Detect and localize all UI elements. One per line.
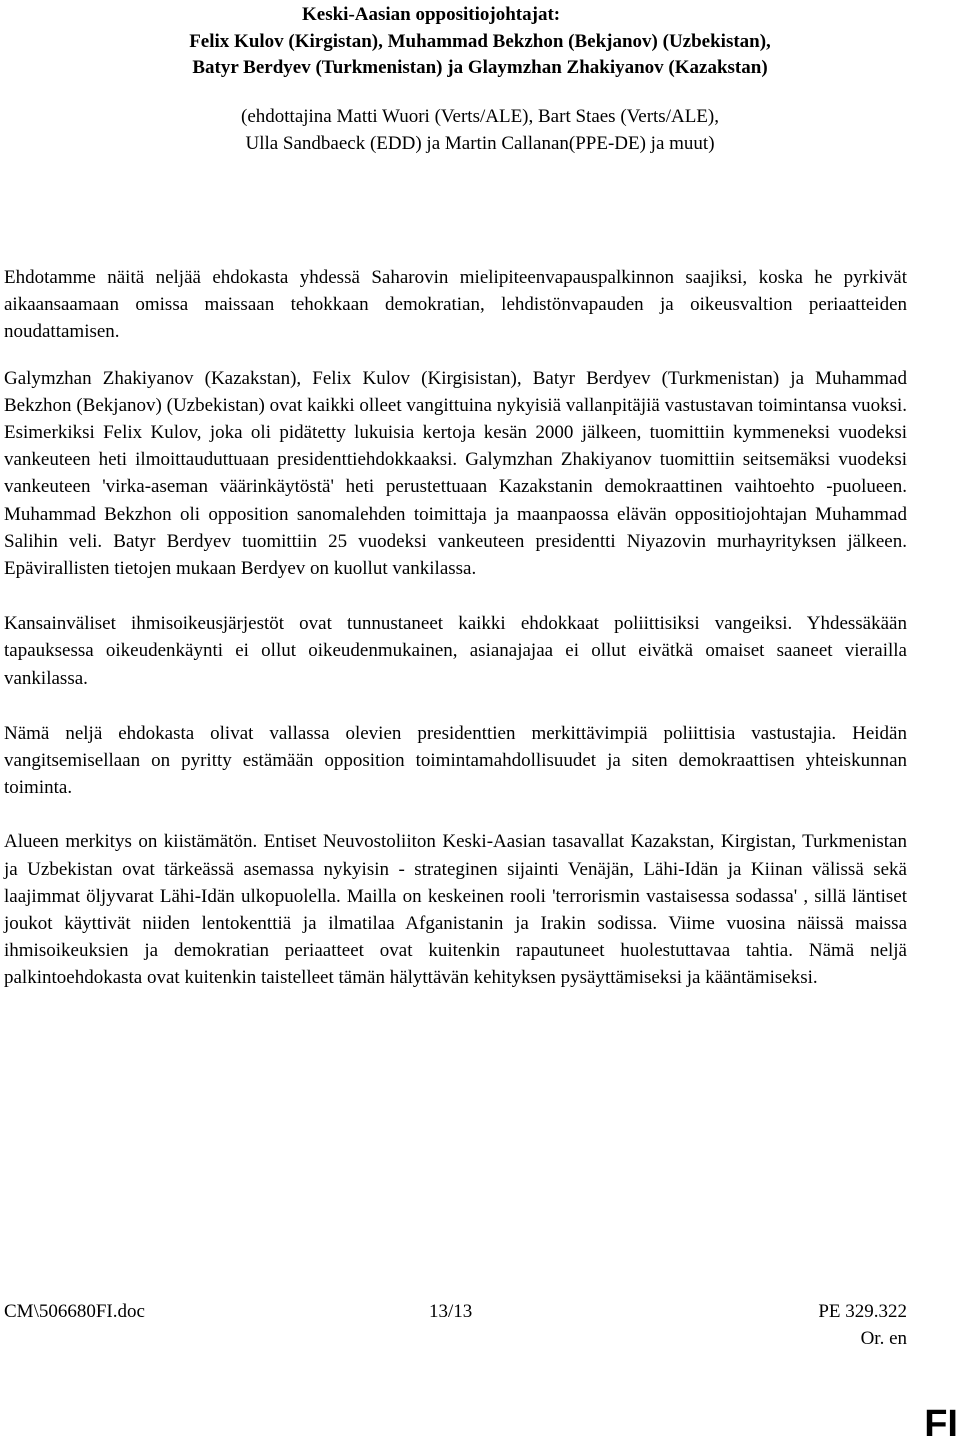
page-number: 13/13 bbox=[429, 1301, 473, 1322]
language-mark: FI bbox=[924, 1403, 958, 1445]
paragraph: Nämä neljä ehdokasta olivat vallassa olevien presidenttien merkittävimpiä poliittisia vastustajia. Heidän vangitsemisellaan on pyritty estämään opposition toimintamahdollisuudet ja siten demokraattisen yhteiskunnan toiminta. bbox=[4, 722, 907, 799]
pe-number: PE 329.322 bbox=[818, 1301, 907, 1322]
original-language: Or. en bbox=[860, 1328, 907, 1349]
body-text bbox=[4, 264, 907, 1018]
paragraph: Ehdotamme näitä neljää ehdokasta yhdessä Saharovin mielipiteenvapauspalkinnon saajiksi, koska he pyrkivät aikaansaamaan omissa maissaan tehokkaan demokratian, lehdistönvapauden ja oikeusvaltion periaatteiden noudattamisen. bbox=[4, 267, 907, 343]
document-title bbox=[4, 2, 956, 82]
paragraph: Galymzhan Zhakiyanov (Kazakstan), Felix Kulov (Kirgisistan), Batyr Berdyev (Turkmenistan) ja Muhammad Bekzhon (Bekjanov) (Uzbekistan) ovat kaikki olleet vangittuina nykyisiä vallanpitäjiä vastustavan toimintansa vuoksi. Esimerkiksi Felix Kulov, joka oli pidätetty lukuisia kertoja kesän 2000 jälkeen, tuomittiin kymmeneksi vuodeksi vankeuteen heti ilmoittauduttuaan presidenttiehdokkaaksi. Galymzhan Zhakiyanov tuomittiin seitsemäksi vuodeksi vankeuteen 'virka-aseman väärinkäytöstä' heti perustettuaan Kazakstanin demokraattinen vaihtoehto -puolueen. Muhammad Bekzhon oli opposition sanomalehden toimittaja ja maanpaossa elävän oppositiojohtajan Muhammad Salihin veli. Batyr Berdyev tuomittiin 25 vuodeksi vankeuteen presidentti Niyazovin murhayrityksen jälkeen. Epävirallisten tietojen mukaan Berdyev on kuollut vankilassa. bbox=[4, 367, 907, 580]
paragraph: Alueen merkitys on kiistämätön. Entiset Neuvostoliiton Keski-Aasian tasavallat Kazakstan, Kirgistan, Turkmenistan ja Uzbekistan ovat tärkeässä asemassa nykyisin - strateginen sijainti Venäjän, Lähi-Idän ja Kiinan välissä sekä laajimmat öljyvarat Lähi-Idän ulkopuolella. Mailla on keskeinen rooli 'terrorismin vastaisessa sodassa' , sillä läntiset joukot käyttivät niiden lentokenttiä ja ilmatilaa Afganistanin ja Irakin sodissa. Viime vuosina näissä maissa ihmisoikeuksien ja demokratian periaatteet ovat kuitenkin rapautuneet huolestuttavaa tahtia. Nämä neljä palkintoehdokasta ovat kuitenkin taistelleet tämän hälyttävän kehityksen pysäyttämiseksi ja kääntämiseksi. bbox=[4, 831, 907, 989]
document-reference: CM\506680FI.doc bbox=[4, 1301, 145, 1322]
proposers-line: (ehdottajina Matti Wuori (Verts/ALE), Bart Staes (Verts/ALE), bbox=[241, 106, 719, 127]
title-line: Keski-Aasian oppositiojohtajat: bbox=[302, 4, 561, 25]
page-footer bbox=[4, 1298, 907, 1358]
proposers-note bbox=[4, 103, 956, 157]
proposers-line: Ulla Sandbaeck (EDD) ja Martin Callanan(PPE-DE) ja muut) bbox=[245, 133, 715, 154]
paragraph: Kansainväliset ihmisoikeusjärjestöt ovat tunnustaneet kaikki ehdokkaat poliittisiksi vangeiksi. Yhdessäkään tapauksessa oikeudenkäynti ei ollut oikeudenmukainen, asianajajaa ei ollut eivätkä omaiset saaneet vierailla vankilassa. bbox=[4, 613, 907, 689]
title-line: Felix Kulov (Kirgistan), Muhammad Bekzhon (Bekjanov) (Uzbekistan), bbox=[189, 30, 771, 52]
title-line: Batyr Berdyev (Turkmenistan) ja Glaymzhan Zhakiyanov (Kazakstan) bbox=[192, 57, 768, 78]
